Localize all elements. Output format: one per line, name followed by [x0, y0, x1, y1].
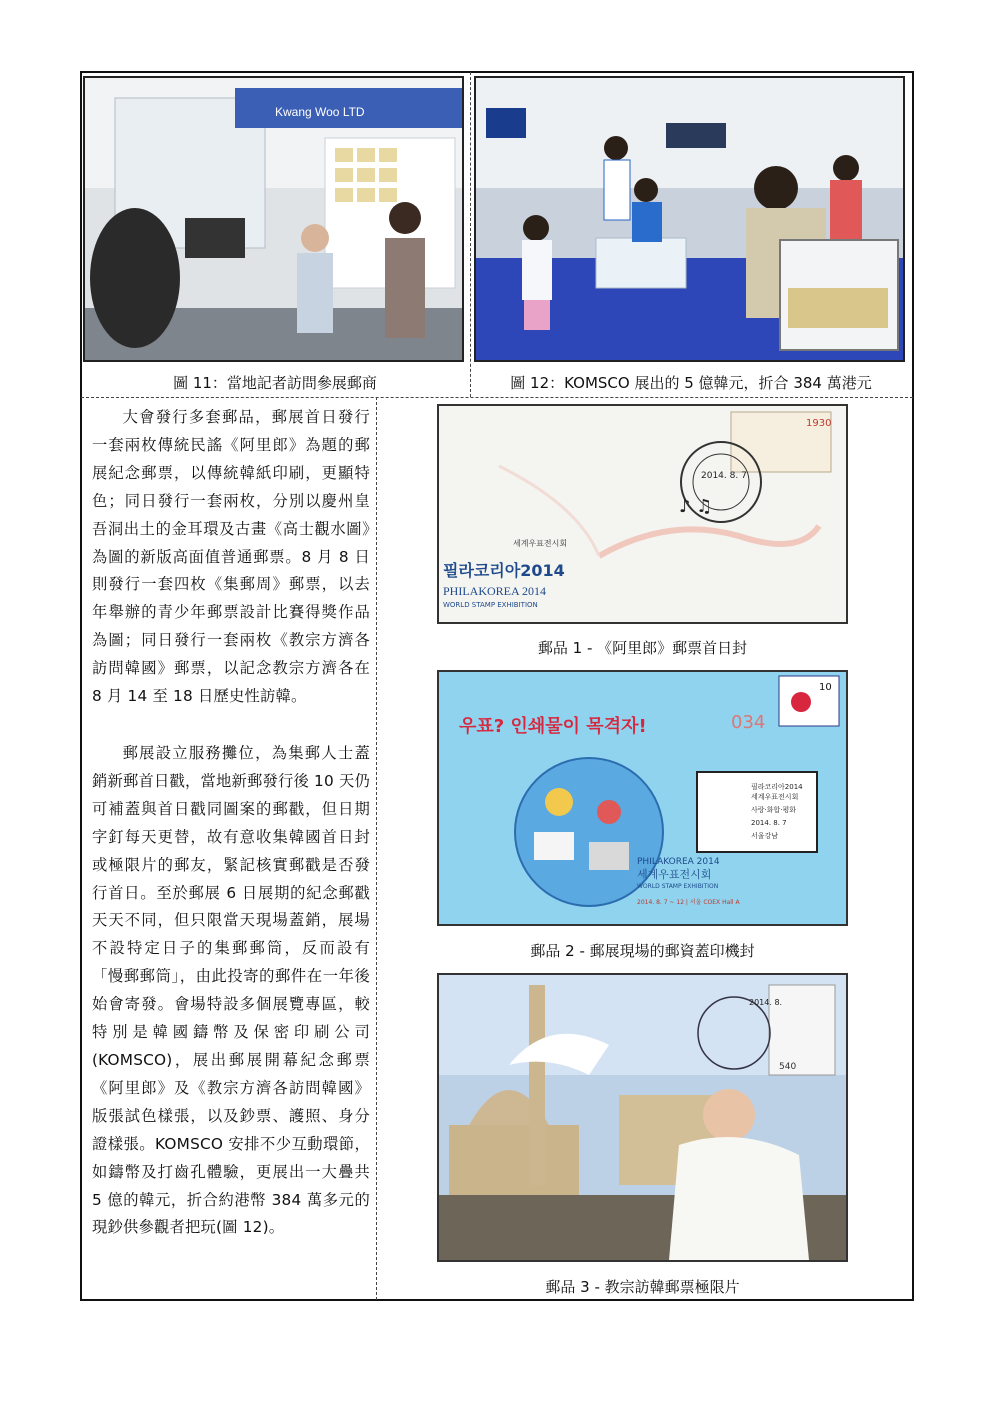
booth-sign-text: Kwang Woo LTD [275, 105, 365, 119]
item2-meter-number: 034 [731, 712, 766, 733]
item2-cancel-line4: 2014. 8. 7 [751, 819, 787, 827]
photo-fig12-komsco-display [474, 76, 905, 362]
item2-cancel-line3: 사랑·화합·평화 [751, 806, 797, 814]
column-divider [470, 72, 471, 397]
item1-first-day-cover [437, 404, 848, 624]
row-divider [81, 397, 913, 398]
item2-logo-sub: WORLD STAMP EXHIBITION [637, 883, 719, 890]
fig11-caption: 圖 11：當地記者訪問參展郵商 [173, 374, 377, 392]
item2-logo-latin: PHILAKOREA 2014 [637, 857, 720, 867]
paragraph-2-text: 郵展設立服務攤位，為集郵人士蓋銷新郵首日戳，當地新郵發行後 10 天仍可補蓋與首日戳同圖案的郵戳，但日期字釘每天更替，故有意收集韓國首日封或極限片的郵友，緊記核實郵戳是否發行首日。至於郵展 6 日展期的紀念郵戳天天不同，但只限當天現場蓋銷，展場不設特定日子的集郵郵筒，反而設有「慢郵郵筒」，由此投寄的郵件在一年後始會寄發。會場特設多個展覽專區，較特別是韓國鑄幣及保密印刷公司(KOMSCO)，展出郵展開幕紀念郵票《阿里郎》及《教宗方濟各訪問韓國》版張試色樣張，以及鈔票、護照、身分證樣張。KOMSCO 安排不少互動環節，如鑄幣及打齒孔體驗，更展出一大疊共 5 億的韓元，折合約港幣 384 萬多元的現鈔供參觀者把玩(圖 12)。 [92, 744, 370, 1237]
item3-maximum-card [437, 973, 848, 1262]
paragraph-1-text: 大會發行多套郵品，郵展首日發行一套兩枚傳統民謠《阿里郎》為題的郵展紀念郵票，以傳統韓紙印刷，更顯特色；同日發行一套兩枚，分別以慶州皇吾洞出土的金耳環及古畫《高士觀水圖》為圖的新版高面值普通郵票。8 月 8 日則發行一套四枚《集郵周》郵票，以去年舉辦的青少年郵票設計比賽得獎作品為圖；同日發行一套兩枚《教宗方濟各訪問韓國》郵票，以記念教宗方濟各在 8 月 14 至 18 日歷史性訪韓。 [92, 408, 370, 706]
item3-caption: 郵品 3 - 教宗訪韓郵票極限片 [545, 1278, 740, 1296]
item2-cancel-line2: 세계우표전시회 [751, 793, 799, 801]
item2-cancel-line1: 필라코리아2014 [751, 783, 803, 791]
photo-fig11-reporter-interview [83, 76, 464, 362]
item1-caption: 郵品 1 - 《阿里郎》郵票首日封 [537, 639, 748, 657]
item1-logo-sub: WORLD STAMP EXHIBITION [443, 601, 538, 609]
item1-logo-latin: PHILAKOREA 2014 [443, 584, 547, 598]
item2-cancel-line5: 서울강남 [751, 832, 779, 840]
item1-logo-korean: 세계우표전시회 [513, 539, 568, 548]
item2-venue: 2014. 8. 7 ~ 12 | 서울 COEX Hall A [637, 899, 740, 906]
body-paragraph-2 [92, 740, 370, 1242]
item1-postmark-date: 2014. 8. 7 [701, 471, 747, 481]
item2-caption: 郵品 2 - 郵展現場的郵資蓋印機封 [530, 942, 755, 960]
item3-stamp-value: 540 [779, 1062, 797, 1072]
item2-stamp-value: 10 [819, 682, 832, 693]
column-divider-lower [376, 397, 377, 1300]
item1-stamp-value: 1930 [806, 418, 832, 429]
fig12-caption: 圖 12：KOMSCO 展出的 5 億韓元，折合 384 萬港元 [510, 374, 872, 392]
body-paragraph-1 [92, 404, 370, 711]
item3-postmark-year: 2014. 8. [749, 998, 783, 1007]
item1-logo-script: 필라코리아2014 [443, 561, 565, 580]
item2-meter-cover [437, 670, 848, 926]
item2-logo-korean: 세계우표전시회 [637, 868, 712, 881]
svg-text:♪ ♫: ♪ ♫ [679, 496, 713, 517]
item2-slogan: 우표? 인쇄물이 목격자! [459, 716, 647, 737]
